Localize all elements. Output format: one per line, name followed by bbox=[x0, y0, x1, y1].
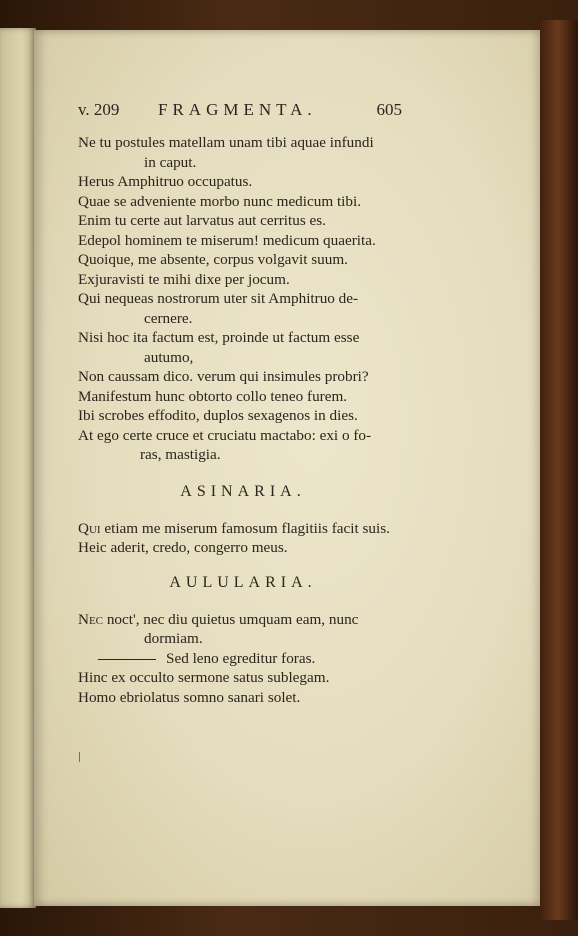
verse-reference: v. 209 bbox=[78, 100, 120, 119]
verse-line: Heic aderit, credo, congerro meus. bbox=[78, 539, 288, 556]
verse-line bbox=[78, 519, 408, 539]
verse-line: Edepol hominem te miserum! medicum quaerita. bbox=[78, 231, 376, 249]
verse-line: Quoique, me absente, corpus volgavit suum. bbox=[78, 251, 348, 268]
initial-word: Nec bbox=[78, 610, 104, 628]
verse-line bbox=[78, 649, 408, 669]
verse-line: Nisi hoc ita factum est, proinde ut factum esse bbox=[78, 329, 360, 346]
em-dash-rule bbox=[98, 659, 156, 660]
section-title-aulularia: AULULARIA. bbox=[169, 573, 317, 591]
verse-line: Quae se adveniente morbo nunc medicum tibi. bbox=[78, 192, 361, 210]
page-text bbox=[78, 133, 408, 707]
ink-mark bbox=[79, 752, 80, 762]
verse-line-continuation: cernere. bbox=[144, 309, 193, 327]
section-title-asinaria: ASINARIA. bbox=[180, 482, 306, 500]
verse-line: Enim tu certe aut larvatus aut cerritus es. bbox=[78, 212, 326, 229]
page-number: 605 bbox=[376, 100, 402, 119]
verse-text: Sed leno egreditur foras. bbox=[166, 649, 316, 667]
verse-line: Hinc ex occulto sermone satus sublegam. bbox=[78, 669, 330, 686]
verse-line: Herus Amphitruo occupatus. bbox=[78, 173, 253, 190]
verse-text: etiam me miserum famosum flagitiis facit suis. bbox=[100, 519, 390, 537]
verse-line-continuation: dormiam. bbox=[144, 630, 203, 647]
verse-line: Manifestum hunc obtorto collo teneo furem. bbox=[78, 387, 348, 405]
verse-line: At ego certe cruce et cruciatu mactabo: exi o fo- bbox=[78, 426, 372, 444]
running-title: FRAGMENTA. bbox=[158, 100, 317, 119]
verse-line: Exjuravisti te mihi dixe per jocum. bbox=[78, 270, 290, 288]
verse-line-continuation: autumo, bbox=[144, 348, 194, 366]
verse-line-continuation: ras, mastigia. bbox=[140, 446, 221, 463]
initial-word: Qui bbox=[78, 519, 101, 537]
verse-line: Qui nequeas nostrorum uter sit Amphitruo de- bbox=[78, 290, 359, 307]
verse-line: Homo ebriolatus somno sanari solet. bbox=[78, 688, 301, 706]
verse-text: noct', nec diu quietus umquam eam, nunc bbox=[103, 610, 359, 628]
verse-line bbox=[78, 610, 408, 630]
verse-line: Ibi scrobes effodito, duplos sexagenos in dies. bbox=[78, 407, 358, 424]
facing-page-edge bbox=[0, 28, 36, 908]
verse-line-continuation: in caput. bbox=[144, 153, 197, 171]
book-cover-edge bbox=[538, 20, 578, 920]
verse-line: Ne tu postules matellam unam tibi aquae infundi bbox=[78, 134, 374, 151]
verse-line: Non caussam dico. verum qui insimules probri? bbox=[78, 368, 369, 385]
page-header bbox=[78, 100, 402, 124]
